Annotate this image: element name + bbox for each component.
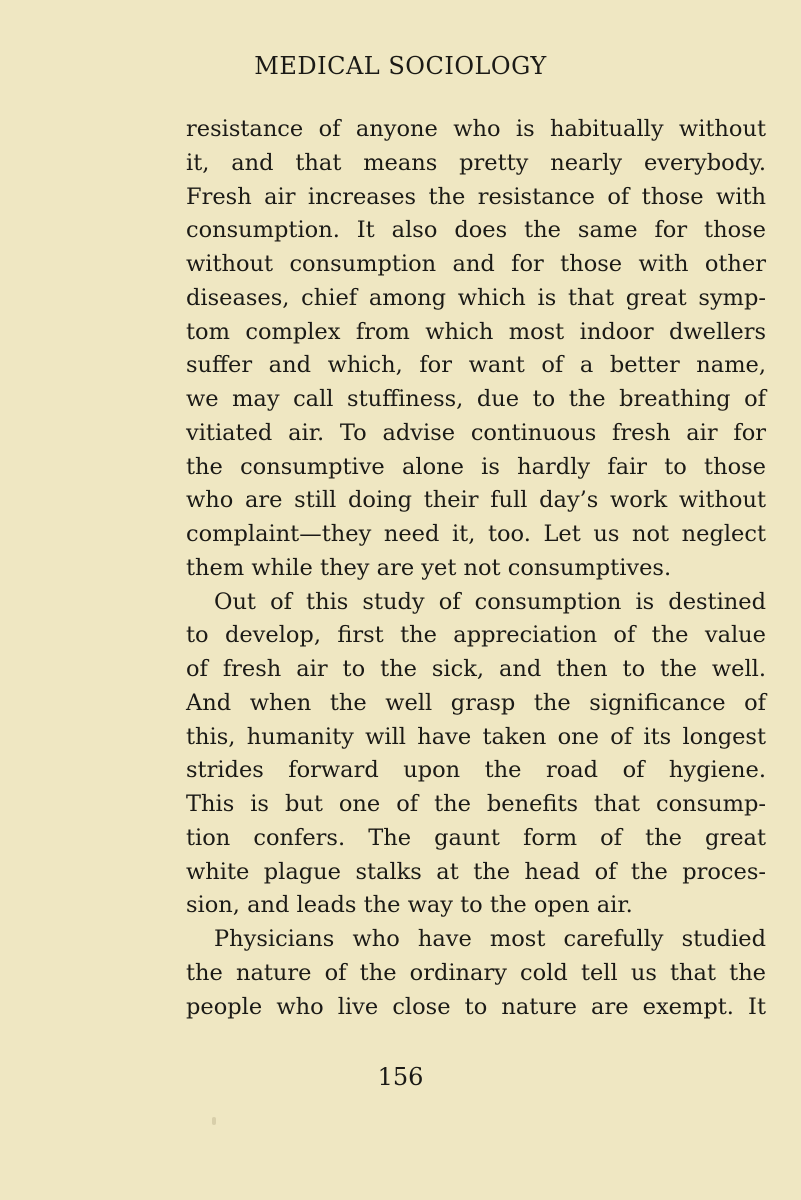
text-line: And when the well grasp the significance of — [186, 689, 766, 716]
text-line: vitiated air. To advise continuous fresh air for — [186, 419, 766, 446]
text-line: consumption. It also does the same for those — [186, 217, 766, 244]
page-number: 156 — [377, 1063, 424, 1091]
text-line: This is but one of the benefits that consump- — [186, 791, 766, 817]
text-line: to develop, first the appreciation of the value — [186, 622, 766, 649]
text-line: the consumptive alone is hardly fair to those — [186, 453, 766, 480]
text-line: them while they are yet not consumptives. — [186, 554, 672, 581]
text-line: the nature of the ordinary cold tell us that the — [186, 959, 766, 986]
text-line: tom complex from which most indoor dwellers — [186, 318, 766, 345]
running-head: MEDICAL SOCIOLOGY — [254, 52, 547, 80]
text-line: it, and that means pretty nearly everybody. — [186, 149, 766, 176]
text-line: resistance of anyone who is habitually without — [186, 116, 766, 142]
text-line: suffer and which, for want of a better name, — [186, 352, 766, 379]
body-text — [186, 113, 766, 1024]
text-line: of fresh air to the sick, and then to the well. — [186, 656, 766, 682]
paper-speck — [212, 1117, 216, 1125]
text-line: strides forward upon the road of hygiene. — [186, 757, 766, 784]
text-line: Out of this study of consumption is destined — [214, 588, 766, 615]
text-line: complaint—they need it, too. Let us not neglect — [186, 521, 766, 547]
text-line: without consumption and for those with other — [186, 251, 766, 277]
text-line: who are still doing their full day’s work without — [186, 487, 766, 514]
text-line: white plague stalks at the head of the proces- — [186, 858, 766, 885]
text-line: Physicians who have most carefully studied — [214, 926, 766, 952]
text-line: sion, and leads the way to the open air. — [186, 892, 633, 919]
text-line: tion confers. The gaunt form of the great — [186, 824, 766, 851]
text-line: this, humanity will have taken one of its longest — [186, 723, 766, 750]
text-line: people who live close to nature are exempt. It — [186, 993, 766, 1020]
text-line: diseases, chief among which is that great symp- — [186, 284, 766, 311]
text-line: we may call stuffiness, due to the breathing of — [186, 386, 766, 412]
text-line: Fresh air increases the resistance of those with — [186, 183, 766, 210]
